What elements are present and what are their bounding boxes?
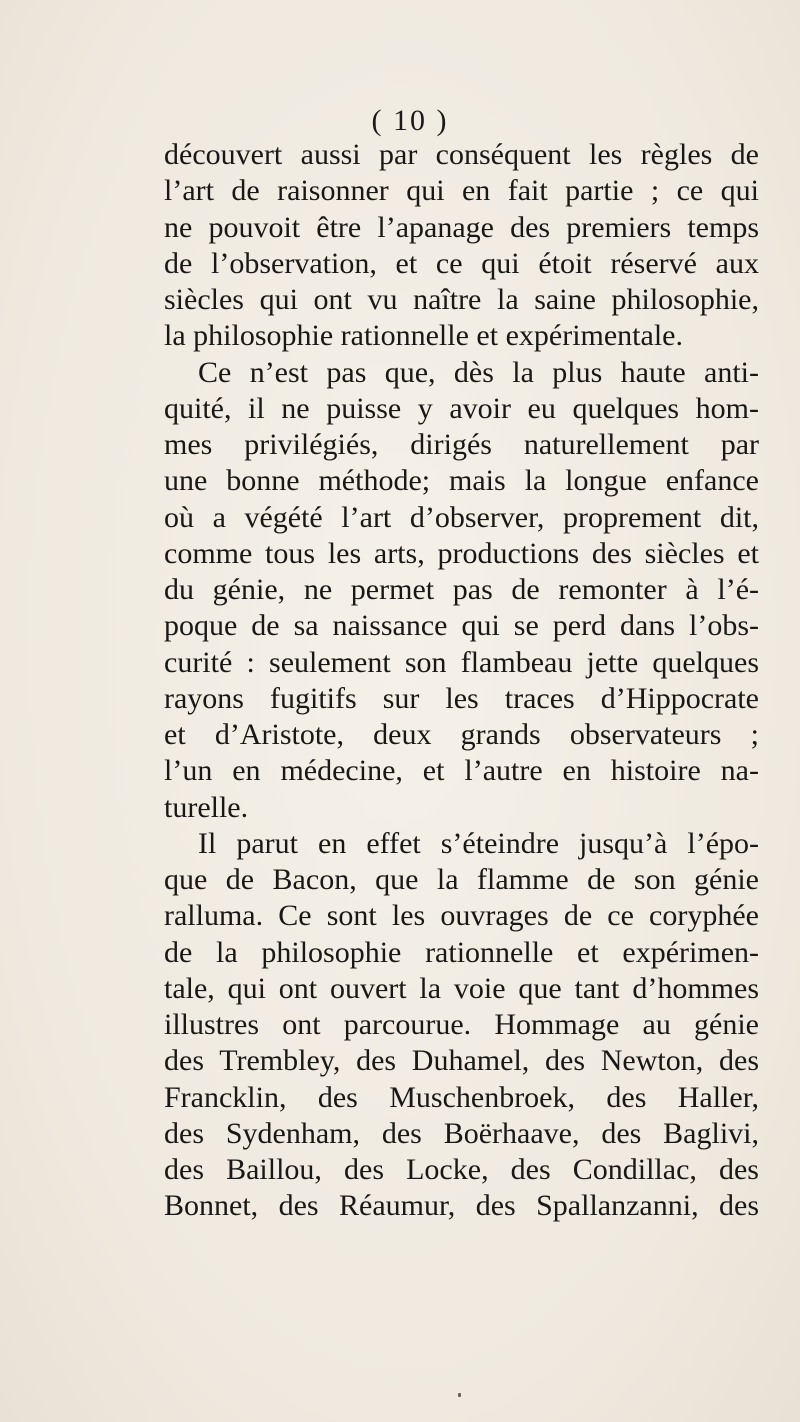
body-text: [164, 137, 759, 1225]
text-line: ralluma. Ce sont les ouvrages de ce coryphée: [164, 899, 759, 933]
text-line: turelle.: [164, 790, 249, 824]
text-line: des Sydenham, des Boërhaave, des Baglivi,: [164, 1116, 759, 1150]
text-line: des Trembley, des Duhamel, des Newton, des: [164, 1044, 759, 1078]
text-line: des Baillou, des Locke, des Condillac, des: [164, 1153, 759, 1186]
text-line: Francklin, des Muschenbroek, des Haller,: [164, 1080, 759, 1114]
text-line: de l’observation, et ce qui étoit réservé aux: [164, 246, 759, 280]
text-line: curité : seulement son flambeau jette quelques: [164, 645, 759, 679]
text-line: l’un en médecine, et l’autre en histoire na-: [164, 754, 759, 788]
ink-speck: [458, 1393, 461, 1397]
text-line: une bonne méthode; mais la longue enfance: [164, 464, 759, 498]
text-line: de la philosophie rationnelle et expérimen-: [164, 935, 759, 969]
text-line: mes privilégiés, dirigés naturellement par: [164, 428, 759, 461]
text-line: Bonnet, des Réaumur, des Spallanzanni, des: [164, 1189, 759, 1223]
text-line: découvert aussi par conséquent les règles de: [164, 138, 759, 171]
text-line: la philosophie rationnelle et expérimentale.: [164, 319, 683, 353]
text-line: que de Bacon, que la flamme de son génie: [164, 863, 759, 896]
text-line: et d’Aristote, deux grands observateurs ;: [164, 718, 759, 751]
page-number: ( 10 ): [371, 104, 449, 137]
paragraph-first-line: Ce n’est pas que, dès la plus haute anti-: [198, 355, 759, 389]
text-line: l’art de raisonner qui en fait partie ; ce qui: [164, 174, 759, 208]
text-line: du génie, ne permet pas de remonter à l’é-: [164, 573, 759, 606]
paragraph-first-line: Il parut en effet s’éteindre jusqu’à l’épo-: [198, 826, 759, 860]
text-line: comme tous les arts, productions des siècles et: [164, 536, 759, 570]
text-line: siècles qui ont vu naître la saine philosophie,: [164, 283, 759, 316]
text-line: rayons fugitifs sur les traces d’Hippocrate: [164, 681, 759, 715]
text-line: ne pouvoit être l’apanage des premiers temps: [164, 210, 759, 244]
text-line: illustres ont parcourue. Hommage au génie: [164, 1008, 759, 1041]
text-line: poque de sa naissance qui se perd dans l’obs-: [164, 609, 759, 643]
text-line: quité, il ne puisse y avoir eu quelques hom-: [164, 391, 759, 425]
text-line: où a végété l’art d’observer, proprement dit,: [164, 500, 759, 534]
text-line: tale, qui ont ouvert la voie que tant d’hommes: [164, 971, 759, 1005]
